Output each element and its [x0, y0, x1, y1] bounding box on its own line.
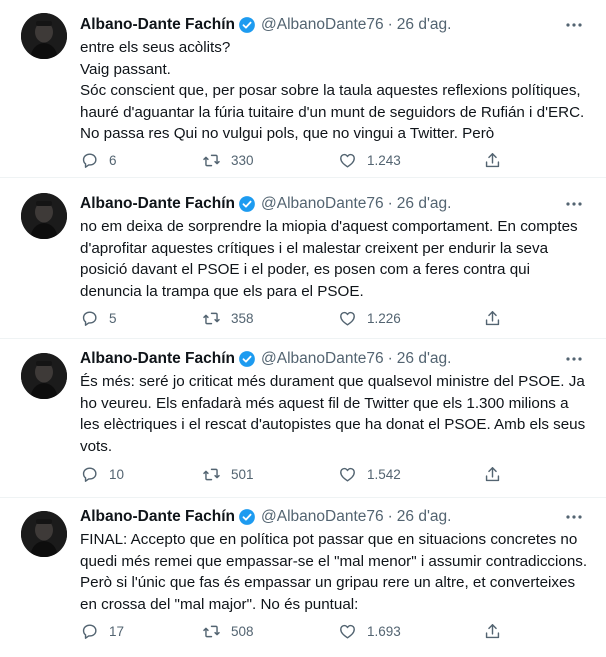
tweet-text: FINAL: Accepto que en política pot passar que en situacions concretes no quedi més remei que empassar-se el "mal menor" i assumir contradiccions. Però si l'únic que fas és empassar un gripau rere un altre, et converteixes en crossa del "mal major". No és puntual:	[80, 531, 588, 613]
separator: ·	[387, 350, 393, 367]
share-icon	[483, 151, 502, 170]
share-button[interactable]	[483, 149, 502, 171]
share-icon	[483, 622, 502, 641]
reply-count: 5	[109, 310, 117, 326]
verified-badge-icon	[238, 508, 256, 526]
tweet-date[interactable]: 26 d'ag.	[396, 508, 452, 525]
retweet-count: 358	[231, 310, 254, 326]
tweet-date[interactable]: 26 d'ag.	[396, 350, 452, 367]
share-icon	[483, 309, 502, 328]
reply-button[interactable]	[80, 307, 117, 329]
retweet-button[interactable]	[202, 149, 254, 171]
tweet-actions	[80, 620, 510, 642]
like-button[interactable]	[338, 463, 401, 485]
reply-count: 6	[109, 152, 117, 168]
reply-icon	[80, 151, 99, 170]
share-button[interactable]	[483, 307, 502, 329]
separator: ·	[387, 195, 393, 212]
retweet-count: 501	[231, 466, 254, 482]
like-icon	[338, 151, 357, 170]
tweet[interactable]	[0, 498, 606, 657]
like-button[interactable]	[338, 307, 401, 329]
author-handle[interactable]: @AlbanoDante76	[261, 16, 384, 33]
author-handle[interactable]: @AlbanoDante76	[261, 195, 384, 212]
retweet-button[interactable]	[202, 463, 254, 485]
retweet-icon	[202, 465, 221, 484]
author-name[interactable]: Albano-Dante Fachín	[80, 508, 236, 525]
retweet-button[interactable]	[202, 307, 254, 329]
verified-badge-icon	[238, 16, 256, 34]
separator: ·	[387, 16, 393, 33]
author-handle[interactable]: @AlbanoDante76	[261, 350, 384, 367]
like-count: 1.693	[367, 623, 401, 639]
reply-icon	[80, 622, 99, 641]
avatar[interactable]	[21, 353, 67, 399]
tweet-actions	[80, 463, 510, 485]
avatar[interactable]	[21, 13, 67, 59]
reply-count: 10	[109, 466, 125, 482]
more-options-icon[interactable]	[564, 349, 584, 369]
separator: ·	[387, 508, 393, 525]
like-count: 1.542	[367, 466, 401, 482]
author-handle[interactable]: @AlbanoDante76	[261, 508, 384, 525]
reply-button[interactable]	[80, 620, 124, 642]
tweet[interactable]	[0, 339, 606, 498]
like-icon	[338, 465, 357, 484]
avatar[interactable]	[21, 193, 67, 239]
tweet[interactable]	[0, 0, 606, 178]
tweet-header	[80, 505, 451, 529]
tweet-date[interactable]: 26 d'ag.	[396, 195, 452, 212]
author-name[interactable]: Albano-Dante Fachín	[80, 195, 236, 212]
author-name[interactable]: Albano-Dante Fachín	[80, 350, 236, 367]
tweet-actions	[80, 149, 510, 171]
retweet-count: 508	[231, 623, 254, 639]
tweet-text: entre els seus acòlits? Vaig passant. Sóc conscient que, per posar sobre la taula aquestes reflexions polítiques, hauré d'aguantar la fúria tuitaire d'un munt de seguidors de Rufián i d'ERC. No passa res Qui no vulgui pols, que no vingui a Twitter. Però	[80, 39, 585, 142]
like-icon	[338, 309, 357, 328]
author-name[interactable]: Albano-Dante Fachín	[80, 16, 236, 33]
share-button[interactable]	[483, 463, 502, 485]
retweet-icon	[202, 151, 221, 170]
more-options-icon[interactable]	[564, 15, 584, 35]
like-button[interactable]	[338, 149, 401, 171]
verified-badge-icon	[238, 350, 256, 368]
reply-icon	[80, 309, 99, 328]
reply-button[interactable]	[80, 149, 117, 171]
like-count: 1.243	[367, 152, 401, 168]
share-button[interactable]	[483, 620, 502, 642]
retweet-count: 330	[231, 152, 254, 168]
retweet-icon	[202, 309, 221, 328]
tweet-header	[80, 13, 451, 37]
more-options-icon[interactable]	[564, 194, 584, 214]
tweet-text: És més: seré jo criticat més durament que qualsevol ministre del PSOE. Ja ho veureu. Els enfadarà més aquest fil de Twitter que els 1.300 milions a les elèctriques i el rescat d'autopistes que ha donat el PSOE. Amb els seus vots.	[80, 373, 586, 455]
verified-badge-icon	[238, 195, 256, 213]
tweet-header	[80, 347, 451, 371]
reply-button[interactable]	[80, 463, 124, 485]
like-icon	[338, 622, 357, 641]
retweet-button[interactable]	[202, 620, 254, 642]
tweet-actions	[80, 307, 510, 329]
share-icon	[483, 465, 502, 484]
like-count: 1.226	[367, 310, 401, 326]
reply-icon	[80, 465, 99, 484]
like-button[interactable]	[338, 620, 401, 642]
tweet-date[interactable]: 26 d'ag.	[396, 16, 452, 33]
retweet-icon	[202, 622, 221, 641]
tweet[interactable]	[0, 178, 606, 339]
tweet-header	[80, 192, 451, 216]
more-options-icon[interactable]	[564, 507, 584, 527]
tweet-text: no em deixa de sorprendre la miopia d'aquest comportament. En comptes d'aprofitar aquestes crítiques i el malestar creixent per endurir la seva posició davant el PSOE i el poder, es posen com a feres contra qui denuncia la trampa que els para el PSOE.	[80, 218, 578, 300]
reply-count: 17	[109, 623, 125, 639]
avatar[interactable]	[21, 511, 67, 557]
